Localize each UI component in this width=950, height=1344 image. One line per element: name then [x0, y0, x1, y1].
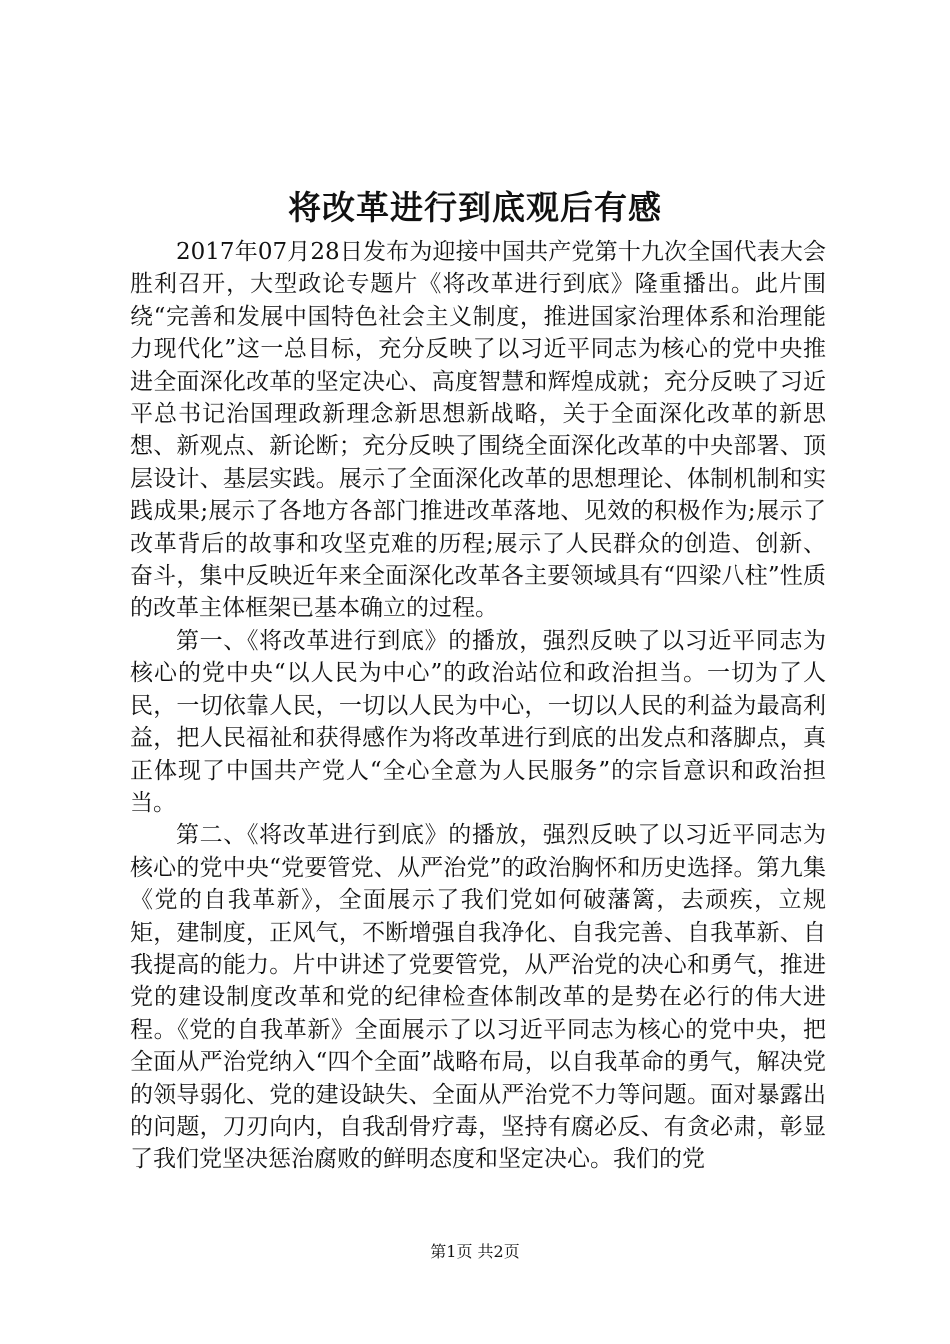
paragraph-second-point: 第二、《将改革进行到底》的播放，强烈反映了以习近平同志为核心的党中央“党要管党、从严治党”的政治胸怀和历史选择。第九集《党的自我革新》，全面展示了我们党如何破藩篱，去顽疾，立规矩，建制度，正风气，不断增强自我净化、自我完善、自我革新、自我提高的能力。片中讲述了党要管党，从严治党的决心和勇气，推进党的建设制度改革和党的纪律检查体制改革的是势在必行的伟大进程。《党的自我革新》全面展示了以习近平同志为核心的党中央，把全面从严治党纳入“四个全面”战略布局，以自我革命的勇气，解决党的领导弱化、党的建设缺失、全面从严治党不力等问题。面对暴露出的问题，刀刃向内，自我刮骨疗毒，坚持有腐必反、有贪必肃，彰显了我们党坚决惩治腐败的鲜明态度和坚定决心。我们的党 [130, 822, 826, 1173]
paragraph-first-point: 第一、《将改革进行到底》的播放，强烈反映了以习近平同志为核心的党中央“以人民为中心”的政治站位和政治担当。一切为了人民，一切依靠人民，一切以人民为中心，一切以人民的利益为最高利益，把人民福祉和获得感作为将改革进行到底的出发点和落脚点，真正体现了中国共产党人“全心全意为人民服务”的宗旨意识和政治担当。 [130, 627, 826, 816]
document-title: 将改革进行到底观后有感 [288, 188, 662, 227]
paragraph-intro: 2017年07月28日发布为迎接中国共产党第十九次全国代表大会胜利召开，大型政论专题片《将改革进行到底》隆重播出。此片围绕“完善和发展中国特色社会主义制度，推进国家治理体系和治理能力现代化”这一总目标，充分反映了以习近平同志为核心的党中央推进全面深化改革的坚定决心、高度智慧和辉煌成就；充分反映了习近平总书记治国理政新理念新思想新战略，关于全面深化改革的新思想、新观点、新论断；充分反映了围绕全面深化改革的中央部署、顶层设计、基层实践。展示了全面深化改革的思想理论、体制机制和实践成果;展示了各地方各部门推进改革落地、见效的积极作为;展示了改革背后的故事和攻坚克难的历程;展示了人民群众的创造、创新、奋斗，集中反映近年来全面深化改革各主要领域具有“四梁八柱”性质的改革主体框架已基本确立的过程。 [130, 239, 826, 622]
document-body [130, 236, 826, 1176]
page-number-footer: 第1页 共2页 [430, 1242, 520, 1261]
